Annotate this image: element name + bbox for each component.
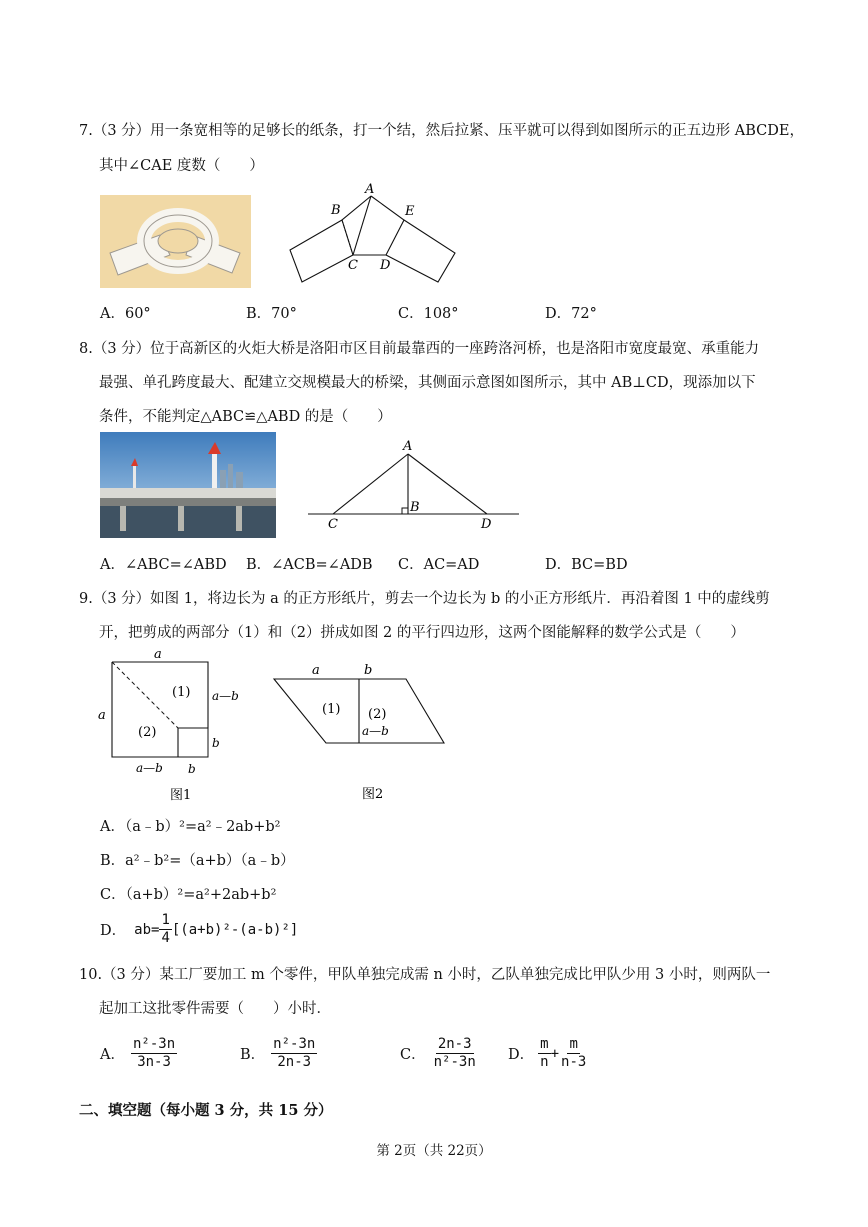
- q9-figure2: [270, 660, 450, 806]
- q7-option-a[interactable]: A．60°: [100, 306, 151, 322]
- q10-stem-line2: 起加工这批零件需要（ ）小时．: [99, 1001, 331, 1017]
- q8-option-a[interactable]: A．∠ABC=∠ABD: [100, 557, 227, 573]
- q7-label-a: A: [365, 182, 375, 197]
- q10-option-d[interactable]: D． $\frac{m}{n}$ + $\frac{m}{n-3}$: [508, 1036, 587, 1070]
- q10-option-d-fraction1: $\frac{m}{n}$: [540, 1036, 549, 1070]
- q10-stem-line1: 10.（3 分）某工厂要加工 m 个零件，甲队单独完成需 n 小时，乙队单独完成比甲队少用 3 小时，则两队一: [79, 967, 771, 983]
- q7-label-d: D: [380, 258, 391, 273]
- q9-fig1-part2: (2): [138, 725, 157, 740]
- q8-stem-line3: 条件，不能判定△ABC≌△ABD 的是（ ）: [99, 409, 392, 425]
- q9-fig2-top-left-label: a: [312, 663, 320, 678]
- q9-fig1-bottom-left-label: a—b: [136, 761, 163, 775]
- q9-fig2-part1: (1): [322, 702, 341, 717]
- q10-option-a[interactable]: A． $\frac{\text{n²-3n}}{3n-3}$: [100, 1036, 176, 1070]
- q10-option-b-fraction: $\frac{\text{n²-3n}}{2n-3}$: [273, 1036, 316, 1070]
- q10-option-a-fraction: $\frac{\text{n²-3n}}{3n-3}$: [132, 1036, 176, 1070]
- q9-fig2-inner-label: a—b: [362, 724, 389, 738]
- q10-option-c[interactable]: C． $\frac{2n-3}{\text{n²-3n}}$: [400, 1036, 476, 1070]
- q9-fig1-caption: 图1: [170, 788, 192, 803]
- q9-fig2-part2: (2): [368, 707, 387, 722]
- q9-stem-line1: 9.（3 分）如图 1，将边长为 a 的正方形纸片，剪去一个边长为 b 的小正方形纸片．再沿着图 1 中的虚线剪: [79, 591, 770, 607]
- q9-stem-line2: 开，把剪成的两部分（1）和（2）拼成如图 2 的平行四边形，这两个图能解释的数学公式是（ ）: [99, 625, 745, 641]
- q7-label-e: E: [405, 204, 415, 219]
- q8-label-c: C: [328, 517, 338, 532]
- page-footer: 第 2页（共 22页）: [376, 1143, 492, 1159]
- q9-fig2-top-right-label: b: [364, 663, 373, 678]
- q9-figure1: [92, 644, 252, 804]
- q8-option-d[interactable]: D．BC=BD: [545, 557, 628, 573]
- q9-option-b[interactable]: B．a²﹣b²=（a+b）（a﹣b）: [100, 853, 295, 869]
- q7-option-b[interactable]: B．70°: [246, 306, 297, 322]
- q10-option-c-fraction: $\frac{2n-3}{\text{n²-3n}}$: [433, 1036, 476, 1070]
- q8-label-d: D: [481, 517, 492, 532]
- q9-fig2-caption: 图2: [362, 787, 384, 802]
- q8-option-c[interactable]: C．AC=AD: [398, 557, 480, 573]
- q8-triangle-figure: [305, 436, 523, 534]
- q8-label-a: A: [403, 439, 413, 454]
- q7-option-d[interactable]: D．72°: [545, 306, 597, 322]
- q8-label-b: B: [410, 500, 420, 515]
- q8-bridge-photo: [100, 432, 276, 538]
- q8-stem-line1: 8.（3 分）位于高新区的火炬大桥是洛阳市区目前最靠西的一座跨洛河桥，也是洛阳市宽度最宽、承重能力: [79, 341, 760, 357]
- q8-stem-line2: 最强、单孔跨度最大、配建立交规模最大的桥梁，其侧面示意图如图所示，其中 AB⊥CD，现添加以下: [99, 375, 756, 391]
- q9-fig1-top-label: a: [154, 647, 162, 662]
- q9-fig1-right-label: a—b: [212, 689, 239, 703]
- q9-option-c[interactable]: C．（a+b）²=a²+2ab+b²: [100, 887, 277, 903]
- q7-knot-photo: [100, 195, 251, 288]
- q9-option-d[interactable]: D． ab= $\frac{1}{4}$ [(a+b)²-(a-b)²]: [100, 912, 299, 946]
- q9-fig1-small-label: b: [212, 736, 220, 750]
- q7-option-c[interactable]: C．108°: [398, 306, 459, 322]
- q9-option-a[interactable]: A．（a﹣b）²=a²﹣2ab+b²: [100, 819, 281, 835]
- q7-pentagon-figure: [285, 180, 460, 290]
- q7-label-b: B: [331, 203, 341, 218]
- q10-option-b[interactable]: B． $\frac{\text{n²-3n}}{2n-3}$: [240, 1036, 316, 1070]
- q7-label-c: C: [348, 258, 358, 273]
- q9-fig1-part1: (1): [172, 685, 191, 700]
- q8-option-b[interactable]: B．∠ACB=∠ADB: [246, 557, 373, 573]
- q10-option-d-fraction2: $\frac{m}{n-3}$: [561, 1036, 587, 1070]
- q7-stem-line2: 其中∠CAE 度数（ ）: [99, 158, 264, 174]
- q9-fig1-left-label: a: [98, 708, 106, 723]
- section-heading-fill-in: 二、填空题（每小题 3 分，共 15 分）: [79, 1102, 333, 1119]
- q9-fig1-bottom-right-label: b: [188, 762, 196, 776]
- q9-option-d-fraction: $\frac{1}{4}$: [161, 912, 170, 946]
- q7-stem-line1: 7.（3 分）用一条宽相等的足够长的纸条，打一个结，然后拉紧、压平就可以得到如图所示的正五边形 ABCDE，: [79, 123, 804, 139]
